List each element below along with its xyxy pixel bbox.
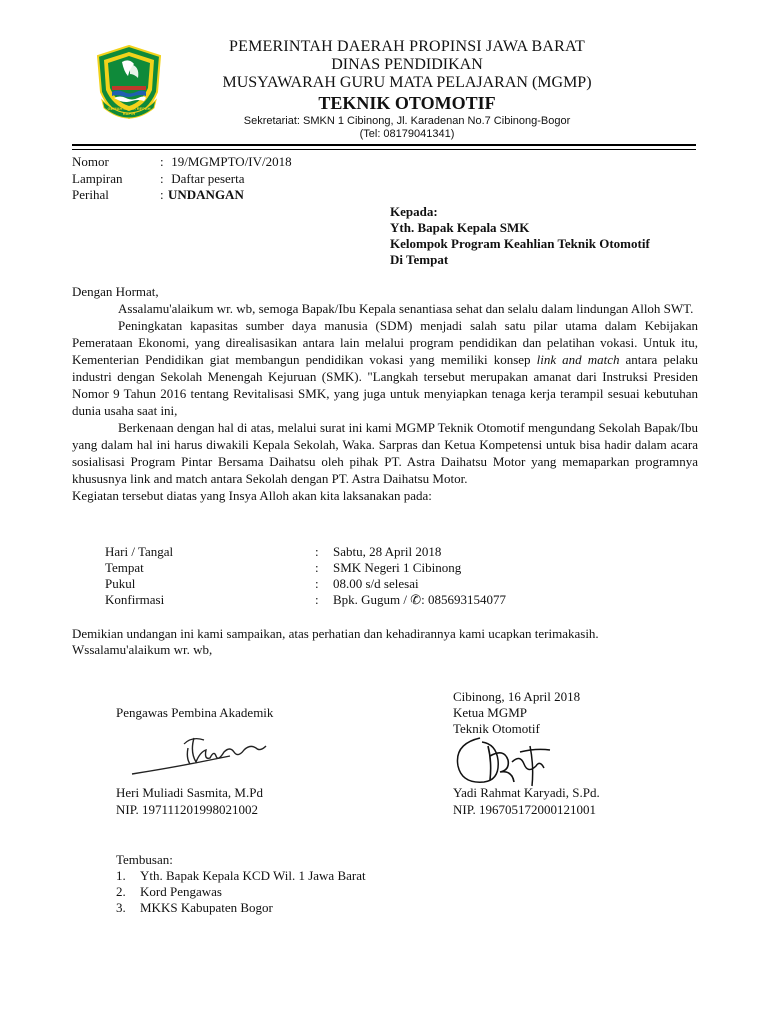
detail-row-confirmation: Konfirmasi : Bpk. Gugum / ✆: 085693154077 [105, 592, 507, 607]
meta-nomor: Nomor : 19/MGMPTO/IV/2018 [72, 154, 292, 169]
header-government: PEMERINTAH DAERAH PROPINSI JAWA BARAT [229, 38, 585, 55]
header-secretariat: Sekretariat: SMKN 1 Cibinong, Jl. Karadenan No.7 Cibinong-Bogor [243, 115, 571, 127]
paragraph-2: Peningkatan kapasitas sumber daya manusia (SDM) menjadi salah satu pilar utama dalam Kebijakan Pemerataan Ekonomi, yang direalisasikan antara lain melalui program pendidikan dan pelatihan vokasi. Untuk itu, Kementerian Pendidikan giat membangun pendidikan vokasi yang memiliki konsep link and match antara pelaku industri dengan Sekolah Menengah Kejuruan (SMK). "Langkah tersebut merupakan amanat dari Instruksi Presiden Nomor 9 Tahun 2016 tentang Revitalisasi SMK, yang juga untuk menyiapkan tenaga kerja terampil sesuai kebutuhan dunia usaha saat ini, [72, 318, 698, 418]
closing-line-1: Demikian undangan ini kami sampaikan, atas perhatian dan kehadirannya kami ucapkan terimakasih. [72, 626, 599, 641]
paragraph-3: Berkenaan dengan hal di atas, melalui surat ini kami MGMP Teknik Otomotif mengundang Sekolah Bapak/Ibu yang dalam hal ini harus diwakili Kepala Sekolah, Waka. Sarpras dan Ketua Kompetensi untuk bisa hadir dalam acara sosialisasi Program Pintar Bersama Daihatsu oleh pihak PT. Astra Daihatsu Motor yang memaparkan programnya khususnya link and match antara Sekolah dengan PT. Astra Daihatsu Motor. [72, 420, 698, 486]
header-program: TEKNIK OTOMOTIF [318, 93, 496, 113]
left-signatory-name: Heri Muliadi Sasmita, M.Pd [116, 785, 263, 800]
tembusan-item-3: 3. MKKS Kabupaten Bogor [116, 900, 273, 915]
addressee-line2: Kelompok Program Keahlian Teknik Otomotif [390, 236, 650, 251]
header-rule-thick [72, 144, 696, 146]
addressee-kepada: Kepada: [390, 204, 438, 219]
paragraph-1: Assalamu'alaikum wr. wb, semoga Bapak/Ibu Kepala senantiasa sehat dan selalu dalam lindungan Alloh SWT. [118, 301, 694, 316]
left-signature-image [130, 726, 280, 782]
detail-row-time: Pukul : 08.00 s/d selesai [105, 576, 419, 591]
meta-perihal: Perihal : UNDANGAN [72, 187, 244, 202]
tembusan-title: Tembusan: [116, 852, 173, 867]
right-signatory-title-1: Ketua MGMP [453, 705, 528, 720]
left-signatory-title: Pengawas Pembina Akademik [116, 705, 274, 720]
header-organization: MUSYAWARAH GURU MATA PELAJARAN (MGMP) [222, 74, 592, 91]
header-phone: (Tel: 08179041341) [359, 128, 455, 140]
paragraph-4: Kegiatan tersebut diatas yang Insya Alloh akan kita laksanakan pada: [72, 488, 432, 503]
left-signatory-nip: NIP. 197111201998021002 [116, 802, 259, 817]
place-date: Cibinong, 16 April 2018 [453, 689, 581, 704]
detail-row-place: Tempat : SMK Negeri 1 Cibinong [105, 560, 462, 575]
greeting: Dengan Hormat, [72, 284, 159, 299]
right-signatory-nip: NIP. 196705172000121001 [453, 802, 597, 817]
body-paragraphs [72, 300, 698, 504]
closing-line-2: Wssalamu'alaikum wr. wb, [72, 642, 213, 657]
right-signatory-name: Yadi Rahmat Karyadi, S.Pd. [453, 785, 600, 800]
logo-motto: GEMAH RIPAH REPEH RAPIH [107, 106, 151, 116]
tembusan-item-1: 1. Yth. Bapak Kepala KCD Wil. 1 Jawa Barat [116, 868, 366, 883]
addressee-line1: Yth. Bapak Kepala SMK [390, 220, 530, 235]
addressee-line3: Di Tempat [390, 252, 449, 267]
meta-lampiran: Lampiran : Daftar peserta [72, 171, 245, 186]
meta-lampiran-value: Daftar peserta [171, 171, 245, 186]
meta-perihal-value: UNDANGAN [168, 187, 244, 202]
meta-nomor-value: 19/MGMPTO/IV/2018 [171, 154, 292, 169]
header-rule-thin [72, 149, 696, 150]
tembusan-item-2: 2. Kord Pengawas [116, 884, 222, 899]
header-department: DINAS PENDIDIKAN [331, 56, 483, 73]
italic-link-and-match: link and match [536, 352, 620, 367]
right-signatory-title-2: Teknik Otomotif [453, 721, 540, 736]
detail-row-date: Hari / Tangal : Sabtu, 28 April 2018 [105, 544, 442, 559]
